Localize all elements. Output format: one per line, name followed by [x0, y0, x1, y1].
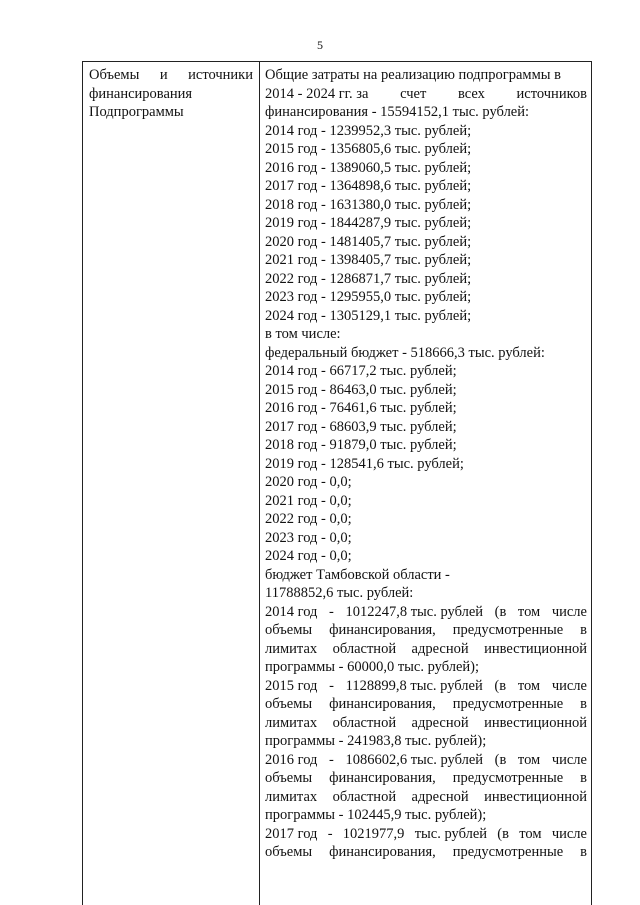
entry-word: инвестиционной [484, 788, 587, 805]
entry-word: адресной [411, 714, 469, 731]
entry-word: инвестиционной [484, 714, 587, 731]
federal-year-line: 2016 год - 76461,6 тыс. рублей; [265, 400, 457, 416]
entry-word: в [580, 844, 587, 860]
total-year-line: 2023 год - 1295955,0 тыс. рублей; [265, 289, 472, 305]
total-year-line: 2020 год - 1481405,7 тыс. рублей; [265, 233, 472, 250]
regional-entry-line [265, 640, 587, 659]
regional-budget-total: 11788852,6 тыс. рублей: [265, 585, 414, 601]
regional-entry-line: программы - 102445,9 тыс. рублей); [265, 807, 487, 823]
entry-word: том [517, 677, 541, 694]
federal-year-line: 2018 год - 91879,0 тыс. рублей; [265, 437, 457, 453]
row-label-line-1 [89, 66, 253, 85]
entry-word: - [329, 751, 334, 768]
entry-word: (в [497, 825, 509, 842]
entry-word: предусмотренные [452, 622, 564, 638]
federal-year-line: 2019 год - 128541,6 тыс. рублей; [265, 455, 464, 472]
entry-word: - [327, 825, 333, 842]
entry-word: областной [332, 640, 397, 657]
entry-word: финансирования, [329, 770, 436, 786]
total-year-line: 2021 год - 1398405,7 тыс. рублей; [265, 252, 472, 268]
intro-line: финансирования - 15594152,1 тыс. рублей: [265, 104, 530, 120]
entry-word: тыс. рублей [414, 825, 488, 842]
entry-word: объемы [265, 844, 313, 860]
entry-word: в [580, 622, 587, 638]
regional-entry-line [265, 621, 587, 640]
entry-word: финансирования, [329, 844, 436, 860]
entry-word: областной [332, 714, 397, 731]
entry-word: числе [551, 825, 587, 842]
regional-entry-line: программы - 241983,8 тыс. рублей); [265, 733, 487, 749]
federal-year-line: 2015 год - 86463,0 тыс. рублей; [265, 381, 457, 398]
entry-word: инвестиционной [484, 640, 587, 657]
entry-word: адресной [411, 788, 469, 805]
row-label-line-3: Подпрограммы [89, 104, 184, 121]
row-label-word: Объемы [89, 67, 140, 83]
federal-year-line: 2022 год - 0,0; [265, 511, 352, 527]
entry-word: (в [494, 677, 507, 694]
entry-word: - [329, 603, 334, 620]
entry-word: объемы [265, 770, 313, 786]
entry-word: том [519, 825, 542, 842]
entry-word: - [329, 677, 334, 694]
entry-word: в [580, 770, 587, 786]
entry-word: лимитах [265, 714, 318, 731]
regional-entry-line [265, 751, 587, 770]
intro-word: источников [516, 85, 587, 102]
entry-word: 1128899,8 тыс. рублей [345, 677, 483, 694]
entry-word: предусмотренные [452, 770, 564, 786]
federal-year-line: 2017 год - 68603,9 тыс. рублей; [265, 418, 457, 435]
row-label-word: и [159, 67, 168, 83]
entry-word: финансирования, [329, 622, 436, 638]
federal-year-line: 2020 год - 0,0; [265, 474, 352, 490]
regional-entry-line [265, 769, 587, 788]
regional-entry-line [265, 714, 587, 733]
total-year-line: 2024 год - 1305129,1 тыс. рублей; [265, 307, 472, 324]
federal-year-line: 2024 год - 0,0; [265, 548, 352, 564]
entry-word: (в [494, 751, 507, 768]
intro-word: счет [400, 85, 427, 102]
entry-word: 2015 год [265, 677, 318, 694]
total-year-line: 2019 год - 1844287,9 тыс. рублей; [265, 215, 472, 231]
total-year-line: 2016 год - 1389060,5 тыс. рублей; [265, 159, 472, 176]
regional-entry-line [265, 788, 587, 807]
entry-word: том [517, 603, 541, 620]
entry-word: областной [332, 788, 397, 805]
federal-year-line: 2021 год - 0,0; [265, 492, 352, 509]
total-year-line: 2018 год - 1631380,0 тыс. рублей; [265, 196, 472, 213]
entry-word: числе [551, 677, 587, 694]
row-label-line-2: финансирования [89, 85, 193, 102]
entry-word: 2014 год [265, 603, 318, 620]
intro-word: 2014 - 2024 гг. за [265, 85, 369, 102]
entry-word: финансирования, [329, 696, 436, 712]
intro-word: всех [457, 85, 485, 102]
regional-entry-line [265, 677, 587, 696]
entry-word: числе [551, 603, 587, 620]
page-number: 5 [317, 38, 323, 52]
financing-table [82, 61, 592, 905]
regional-budget-heading: бюджет Тамбовской области - [265, 566, 450, 583]
entry-word: (в [494, 603, 507, 620]
row-label-cell [89, 66, 253, 122]
entry-word: адресной [411, 640, 469, 657]
total-year-line: 2022 год - 1286871,7 тыс. рублей; [265, 270, 472, 287]
regional-entry-line: программы - 60000,0 тыс. рублей); [265, 659, 480, 675]
entry-word: 2017 год [265, 825, 318, 842]
entry-word: лимитах [265, 788, 318, 805]
including-line: в том числе: [265, 326, 341, 342]
intro-line [265, 85, 587, 104]
entry-word: лимитах [265, 640, 318, 657]
regional-entry-line [265, 825, 587, 844]
federal-year-line: 2023 год - 0,0; [265, 529, 352, 546]
column-divider [259, 62, 260, 905]
financing-details-cell [265, 66, 587, 862]
entry-word: предусмотренные [452, 696, 564, 712]
row-label-word: источники [188, 67, 253, 83]
regional-entry-line [265, 843, 587, 862]
total-year-line: 2015 год - 1356805,6 тыс. рублей; [265, 141, 472, 157]
federal-budget-heading: федеральный бюджет - 518666,3 тыс. рублей: [265, 344, 545, 361]
total-year-line: 2017 год - 1364898,6 тыс. рублей; [265, 178, 472, 194]
entry-word: 1086602,6 тыс. рублей [345, 751, 484, 768]
entry-word: том [517, 751, 541, 768]
regional-entry-line [265, 695, 587, 714]
entry-word: 1021977,9 [342, 825, 405, 842]
entry-word: в [580, 696, 587, 712]
entry-word: объемы [265, 622, 313, 638]
entry-word: объемы [265, 696, 313, 712]
entry-word: 1012247,8 тыс. рублей [345, 603, 484, 620]
entry-word: 2016 год [265, 751, 318, 768]
entry-word: предусмотренные [452, 844, 564, 860]
federal-year-line: 2014 год - 66717,2 тыс. рублей; [265, 363, 457, 379]
intro-line: Общие затраты на реализацию подпрограммы в [265, 67, 561, 83]
total-year-line: 2014 год - 1239952,3 тыс. рублей; [265, 122, 472, 139]
entry-word: числе [551, 751, 587, 768]
regional-entry-line [265, 603, 587, 622]
